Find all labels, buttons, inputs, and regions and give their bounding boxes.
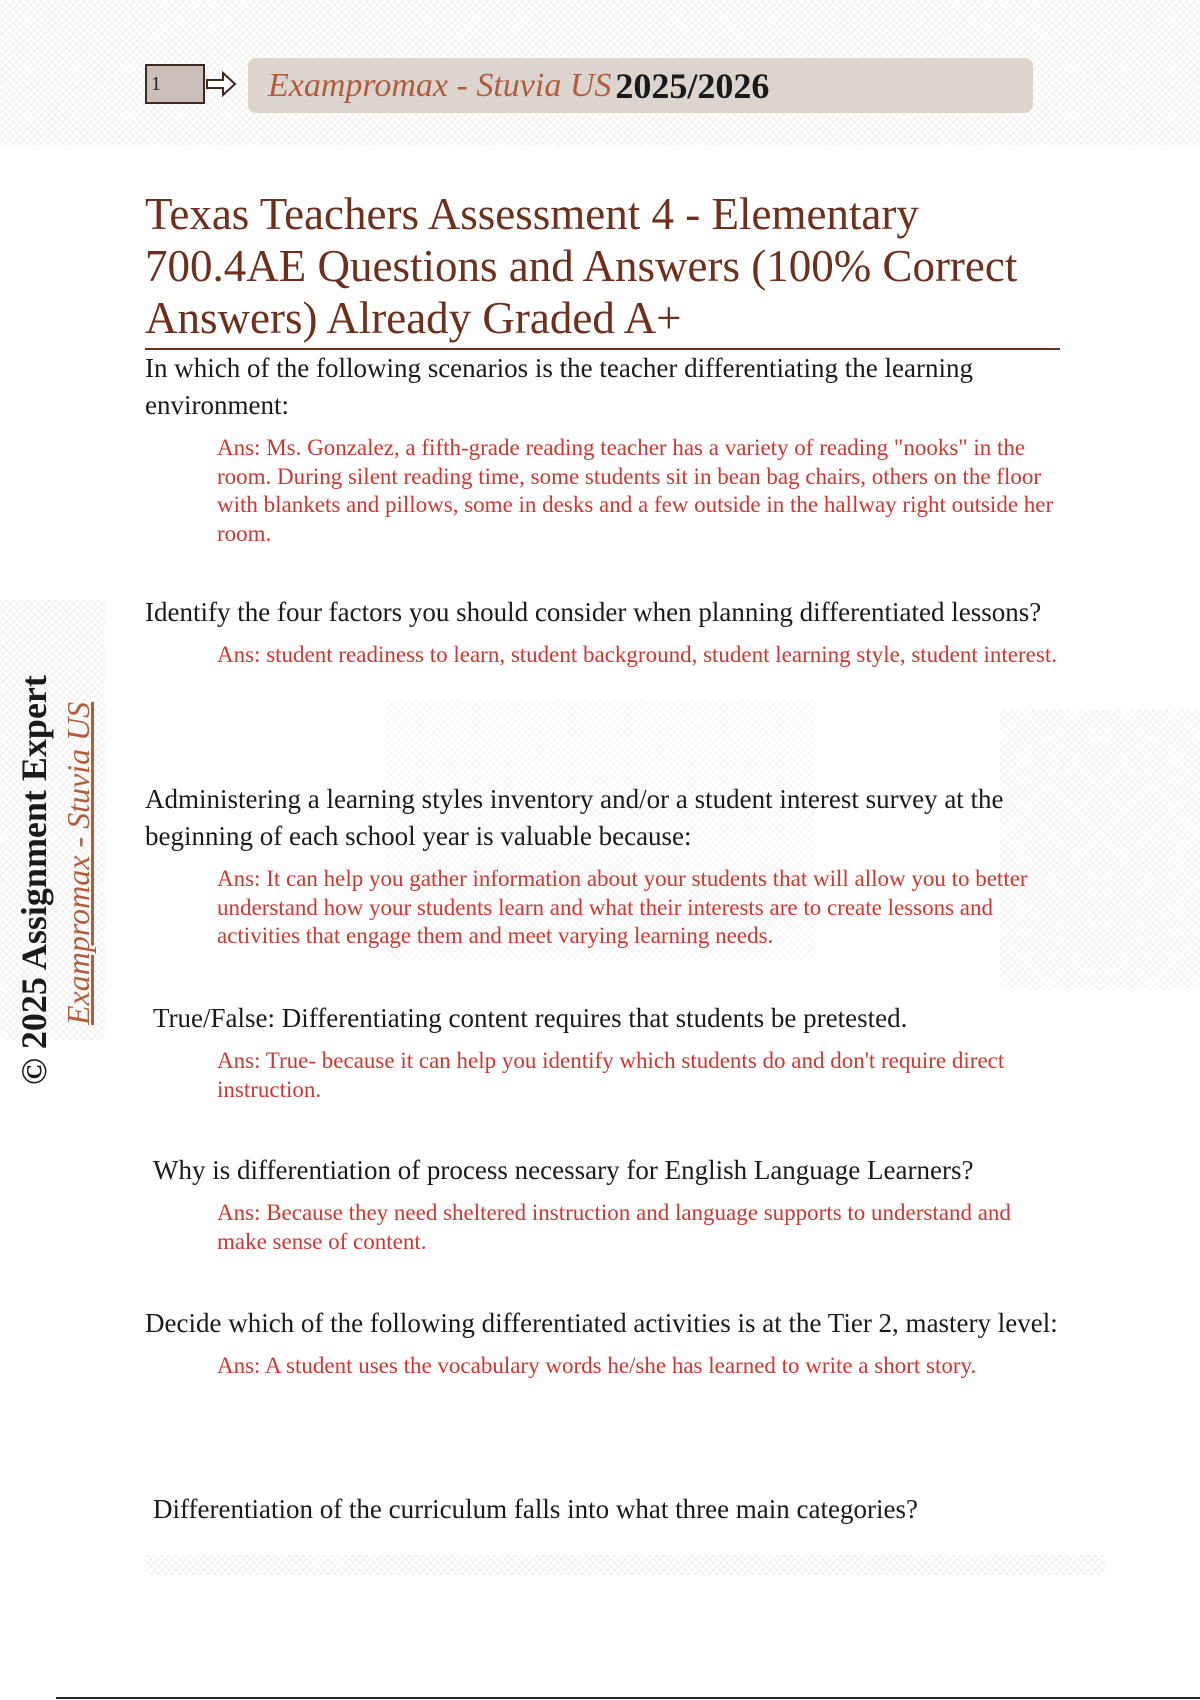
question-text: Why is differentiation of process necessary for English Language Learners? xyxy=(153,1155,974,1185)
vertical-watermark xyxy=(12,485,122,1085)
answer-text: Ans: student readiness to learn, student background, student learning style, student interest. xyxy=(217,642,1057,667)
document-title: Texas Teachers Assessment 4 - Elementary 700.4AE Questions and Answers (100% Correct Answers) Already Graded A+ xyxy=(145,188,1060,350)
qa-item xyxy=(145,350,1060,548)
bottom-pattern-band xyxy=(145,1555,1105,1575)
arrow-right-icon xyxy=(205,70,237,98)
answer-text: Ans: A student uses the vocabulary words he/she has learned to write a short story. xyxy=(217,1353,977,1378)
question-text: Administering a learning styles inventory and/or a student interest survey at the beginning of each school year is valuable because: xyxy=(145,784,1004,851)
answer-text: Ans: Ms. Gonzalez, a fifth-grade reading teacher has a variety of reading "nooks" in the room. During silent reading time, some students sit in bean bag chairs, others on the floor with blankets and pillows, some in desks and a few outside in the hallway right outside her room. xyxy=(217,435,1054,546)
page-number-box xyxy=(145,64,205,104)
qa-item xyxy=(145,781,1060,951)
question-text: True/False: Differentiating content requires that students be pretested. xyxy=(153,1003,908,1033)
question-text: Identify the four factors you should consider when planning differentiated lessons? xyxy=(145,597,1042,627)
qa-item xyxy=(145,1491,1060,1528)
qa-item xyxy=(145,1000,1060,1104)
watermark-copyright: © 2025 Assignment Expert xyxy=(14,675,54,1085)
answer-text: Ans: Because they need sheltered instruction and language supports to understand and make sense of content. xyxy=(217,1200,1011,1254)
header-bar xyxy=(248,58,1033,113)
header-year: 2025/2026 xyxy=(615,65,770,106)
page-number: 1 xyxy=(151,73,161,95)
question-text: Differentiation of the curriculum falls into what three main categories? xyxy=(153,1494,918,1524)
header-brand: Exampromax - Stuvia US xyxy=(268,66,612,104)
question-text: In which of the following scenarios is the teacher differentiating the learning environment: xyxy=(145,353,973,420)
qa-item xyxy=(145,1152,1060,1256)
answer-text: Ans: True- because it can help you identify which students do and don't require direct instruction. xyxy=(217,1048,1005,1102)
answer-text: Ans: It can help you gather information about your students that will allow you to better understand how your students learn and what their interests are to create lessons and activities that engage them and meet varying learning needs. xyxy=(217,866,1028,948)
qa-item xyxy=(145,1305,1060,1381)
footer-rule xyxy=(56,1697,1200,1699)
qa-item xyxy=(145,594,1060,670)
question-text: Decide which of the following differentiated activities is at the Tier 2, mastery level: xyxy=(145,1308,1058,1338)
watermark-brand: Exampromax - Stuvia US xyxy=(60,701,96,1025)
